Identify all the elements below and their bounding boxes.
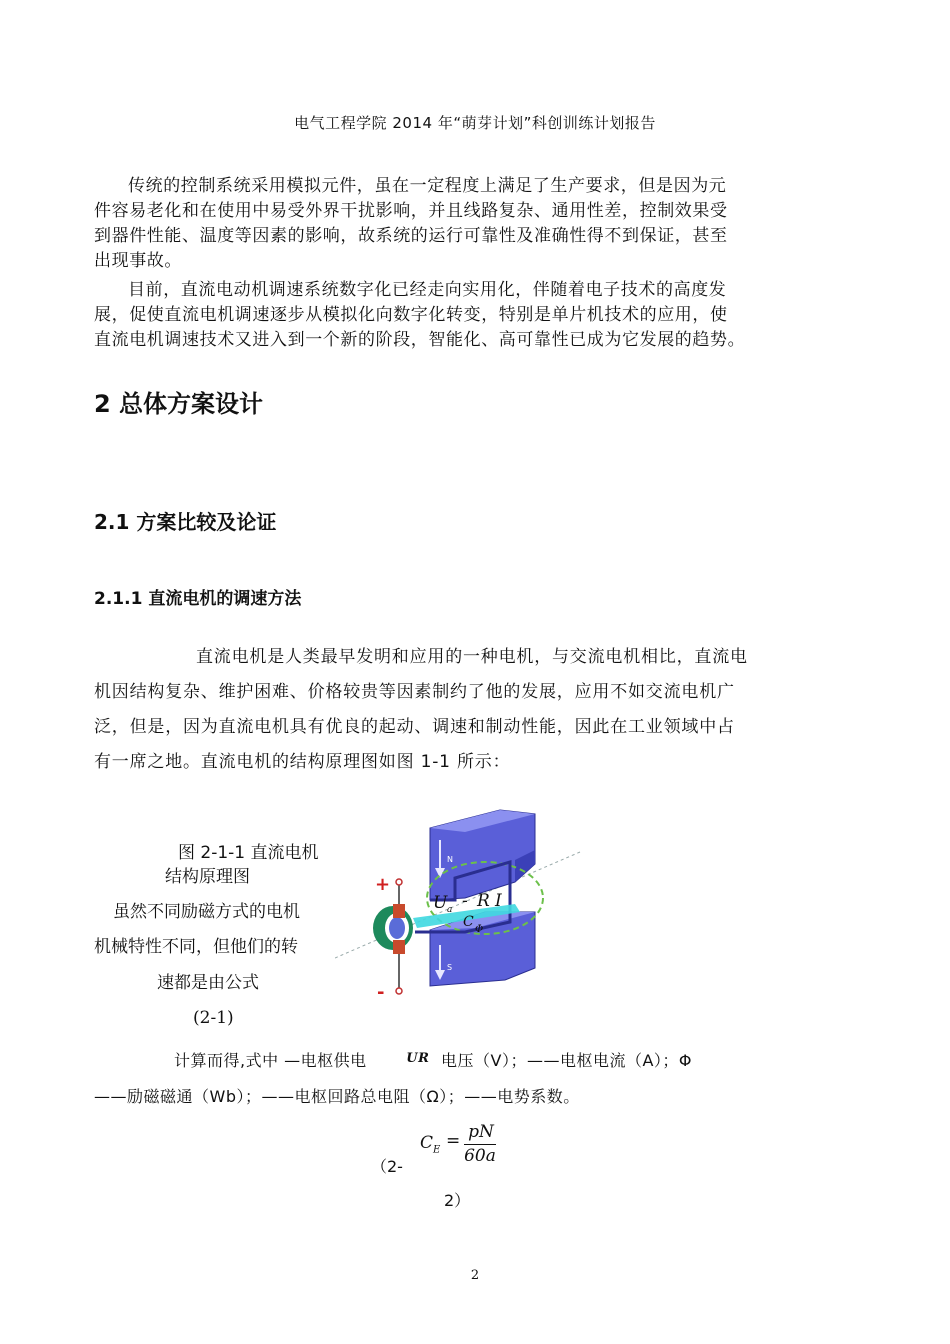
pole-label-s: S <box>447 963 453 972</box>
formula-phi: Φ <box>475 924 484 935</box>
page-number: 2 <box>470 1268 480 1283</box>
text-line: 件容易老化和在使用中易受外界干扰影响，并且线路复杂、通用性差，控制效果受 <box>94 201 728 221</box>
text-line: 传统的控制系统采用模拟元件，虽在一定程度上满足了生产要求，但是因为元 <box>128 176 727 196</box>
intro-paragraph-2 <box>94 278 824 353</box>
positive-terminal <box>396 879 402 885</box>
text-line: 出现事故。 <box>94 251 182 271</box>
equation-sub-e: E <box>433 1144 441 1156</box>
equation-c: C <box>420 1133 434 1153</box>
side-text-line: 虽然不同励磁方式的电机 <box>113 902 300 922</box>
body-paragraph <box>94 640 824 780</box>
equation-numerator: pN <box>468 1122 494 1142</box>
formula-minus: - <box>462 891 468 911</box>
text-line: 展，促使直流电机调速逐步从模拟化向数字化转变，特别是单片机技术的应用，使 <box>94 305 728 325</box>
explanation-line-1 <box>174 1048 692 1071</box>
intro-paragraph-1 <box>94 174 824 274</box>
text-line: 机因结构复杂、维护困难、价格较贵等因素制约了他的发展，应用不如交流电机广 <box>94 682 735 702</box>
explanation-line-2: ——励磁磁通（Wb）；——电枢回路总电阻（Ω）；——电势系数。 <box>94 1087 580 1106</box>
side-text-line: 速都是由公式 <box>157 973 259 993</box>
text-line: 直流电机调速技术又进入到一个新的阶段，智能化、高可靠性已成为它发展的趋势。 <box>94 330 746 350</box>
formula-u: U <box>433 893 448 913</box>
figure-caption-line-1: 图 2-1-1 直流电机 <box>178 843 319 863</box>
north-pole <box>430 810 535 900</box>
text-line: 泛，但是，因为直流电机具有优良的起动、调速和制动性能，因此在工业领域中占 <box>94 717 735 737</box>
commutator <box>373 904 413 954</box>
text-line: 目前，直流电动机调速系统数字化已经走向实用化，伴随着电子技术的高度发 <box>128 280 727 300</box>
symbol-ur: UR <box>406 1051 430 1066</box>
figure-caption-line-2: 结构原理图 <box>165 867 250 887</box>
section-heading: 2 总体方案设计 <box>94 390 264 418</box>
plus-sign: + <box>375 874 391 895</box>
formula-reference: (2-1) <box>193 1008 234 1028</box>
negative-terminal <box>396 988 402 994</box>
fraction-bar <box>464 1144 496 1145</box>
explanation-text: 计算而得,式中 —电枢供电 <box>174 1051 367 1070</box>
formula-c: C <box>463 914 474 930</box>
equation-lhs <box>420 1133 440 1155</box>
equation-ref-part-2: 2） <box>444 1191 471 1210</box>
motor-structure-diagram <box>335 800 585 1005</box>
text-line: 有一席之地。直流电机的结构原理图如图 1-1 所示： <box>94 752 511 772</box>
text-line: 到器件性能、温度等因素的影响，故系统的运行可靠性及准确性得不到保证，甚至 <box>94 226 728 246</box>
minus-sign: - <box>377 982 385 1003</box>
formula-sub-a: a <box>447 905 453 915</box>
subsubsection-heading: 2.1.1 直流电机的调速方法 <box>94 589 302 609</box>
formula-i: I <box>495 891 502 911</box>
equation-denominator: 60a <box>464 1146 496 1166</box>
subsection-heading: 2.1 方案比较及论证 <box>94 510 277 534</box>
pole-label-n: N <box>447 855 453 864</box>
side-text-line: 机械特性不同，但他们的转 <box>94 937 298 957</box>
formula-r: R <box>477 891 490 911</box>
page-header: 电气工程学院 2014 年“萌芽计划”科创训练计划报告 <box>294 114 656 132</box>
explanation-text: 电压（V）；——电枢电流（A）；Φ <box>441 1051 693 1070</box>
equation-ref-part-1: （2- <box>371 1157 403 1176</box>
equation-equals: = <box>446 1131 461 1151</box>
text-line: 直流电机是人类最早发明和应用的一种电机，与交流电机相比，直流电 <box>196 647 748 667</box>
